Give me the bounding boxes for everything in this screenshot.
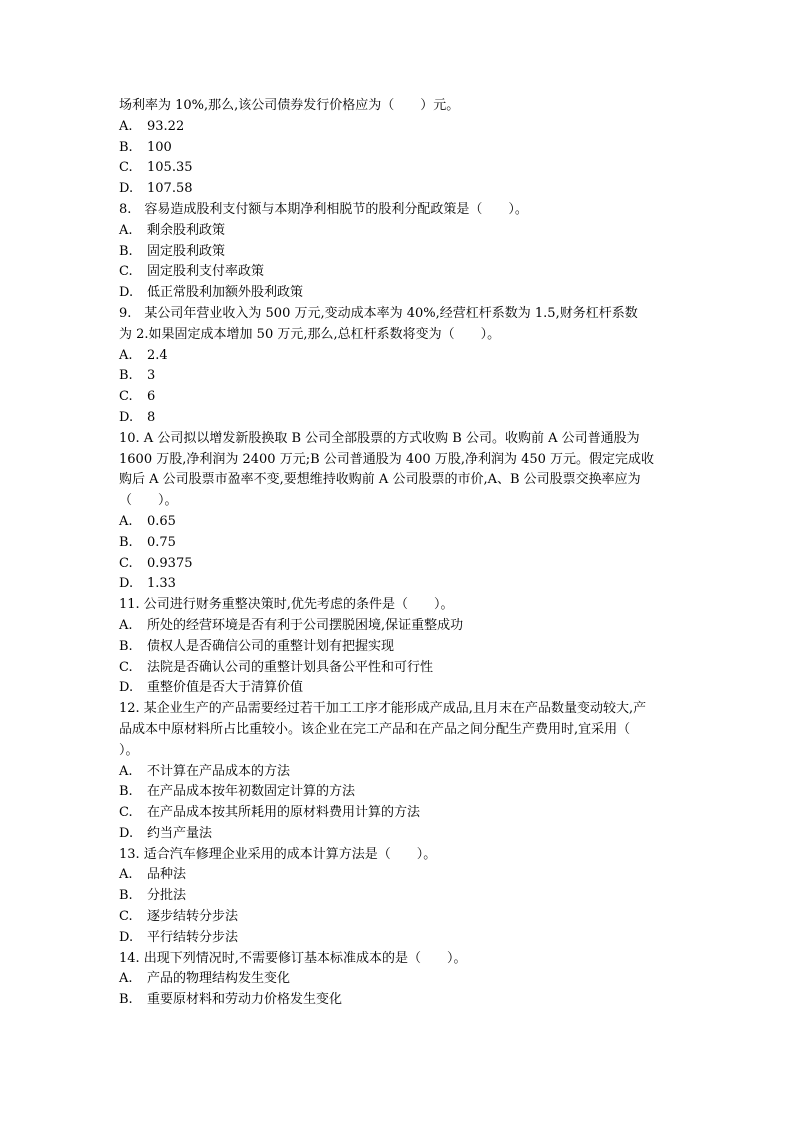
option-label: D. (119, 181, 134, 197)
answer-option (119, 658, 709, 679)
option-label: B. (119, 368, 133, 384)
answer-option (119, 138, 709, 159)
option-text: 固定股利政策 (147, 243, 226, 259)
answer-option (119, 574, 709, 595)
answer-option (119, 242, 709, 263)
option-text: 约当产量法 (147, 825, 213, 841)
answer-option (119, 533, 709, 554)
answer-option (119, 907, 709, 928)
option-label: A. (119, 222, 133, 238)
answer-option (119, 928, 709, 949)
option-text: 1.33 (147, 576, 176, 592)
question-block (119, 845, 709, 949)
option-text: 105.35 (147, 160, 193, 176)
option-label: A. (119, 617, 133, 633)
question-text-line: 9. 某公司年营业收入为 500 万元,变动成本率为 40%,经营杠杆系数为 1.5,财务杠杆系数 (119, 305, 638, 321)
question-text-line: 11. 公司进行财务重整决策时,优先考虑的条件是（ ）。 (119, 597, 454, 613)
question-text-line: ）。 (119, 742, 139, 758)
answer-option (119, 117, 709, 138)
document-page (119, 96, 709, 1011)
option-label: D. (119, 576, 134, 592)
option-label: A. (119, 118, 133, 134)
answer-option (119, 512, 709, 533)
option-label: C. (119, 909, 133, 925)
question-block (119, 304, 709, 429)
option-text: 0.65 (147, 513, 176, 529)
option-text: 逐步结转分步法 (147, 909, 239, 925)
option-label: A. (119, 867, 133, 883)
answer-option (119, 262, 709, 283)
answer-option (119, 824, 709, 845)
answer-option (119, 346, 709, 367)
answer-option (119, 179, 709, 200)
answer-option (119, 366, 709, 387)
option-label: B. (119, 139, 133, 155)
question-text-line: 为 2.如果固定成本增加 50 万元,那么,总杠杆系数将变为（ ）。 (119, 326, 501, 342)
option-text: 债权人是否确信公司的重整计划有把握实现 (147, 638, 395, 654)
option-text: 6 (147, 389, 156, 405)
option-text: 重整价值是否大于清算价值 (147, 680, 304, 696)
option-label: D. (119, 409, 134, 425)
option-text: 0.9375 (147, 555, 193, 571)
option-label: D. (119, 929, 134, 945)
option-text: 重要原材料和劳动力价格发生变化 (147, 992, 343, 1008)
option-text: 低正常股利加额外股利政策 (147, 285, 304, 301)
option-label: C. (119, 264, 133, 280)
question-text-line: （ ）。 (119, 493, 178, 509)
question-text-line: 1600 万股,净利润为 2400 万元;B 公司普通股为 400 万股,净利润为 450 万元。假定完成收 (119, 451, 655, 467)
question-text-line: 场利率为 10%,那么,该公司债券发行价格应为（ ）元。 (119, 98, 460, 113)
option-text: 在产品成本按年初数固定计算的方法 (147, 784, 356, 800)
question-text-line: 12. 某企业生产的产品需要经过若干加工工序才能形成产成品,且月末在产品数量变动较大,产 (119, 701, 647, 717)
option-text: 分批法 (147, 888, 187, 904)
answer-option (119, 865, 709, 886)
option-text: 93.22 (147, 118, 185, 134)
option-text: 107.58 (147, 181, 193, 197)
option-label: C. (119, 659, 133, 675)
option-label: B. (119, 534, 133, 550)
option-text: 平行结转分步法 (147, 929, 239, 945)
option-text: 0.75 (147, 534, 176, 550)
answer-option (119, 782, 709, 803)
answer-option (119, 886, 709, 907)
option-label: C. (119, 805, 133, 821)
answer-option (119, 990, 709, 1011)
answer-option (119, 554, 709, 575)
question-text-line: 8. 容易造成股利支付额与本期净利相脱节的股利分配政策是（ ）。 (119, 201, 528, 217)
question-text-line: 14. 出现下列情况时,不需要修订基本标准成本的是（ ）。 (119, 950, 467, 966)
option-text: 100 (147, 139, 172, 155)
option-label: D. (119, 825, 134, 841)
question-block (119, 949, 709, 1011)
option-text: 品种法 (147, 867, 187, 883)
question-block (119, 595, 709, 699)
answer-option (119, 637, 709, 658)
option-text: 8 (147, 409, 156, 425)
question-text-line: 10. A 公司拟以增发新股换取 B 公司全部股票的方式收购 B 公司。收购前 A 公司普通股为 (119, 430, 640, 446)
option-label: D. (119, 680, 134, 696)
option-text: 不计算在产品成本的方法 (147, 763, 291, 779)
answer-option (119, 221, 709, 242)
option-label: C. (119, 389, 133, 405)
option-label: B. (119, 888, 133, 904)
answer-option (119, 969, 709, 990)
option-label: B. (119, 243, 133, 259)
option-label: D. (119, 285, 134, 301)
option-label: B. (119, 992, 133, 1008)
option-label: B. (119, 638, 133, 654)
answer-option (119, 616, 709, 637)
option-label: A. (119, 347, 133, 363)
answer-option (119, 408, 709, 429)
option-label: C. (119, 555, 133, 571)
question-block (119, 96, 709, 200)
question-text-line: 品成本中原材料所占比重较小。该企业在完工产品和在产品之间分配生产费用时,宜采用（ (119, 721, 631, 737)
question-block (119, 429, 709, 595)
option-text: 固定股利支付率政策 (147, 264, 265, 280)
answer-option (119, 387, 709, 408)
answer-option (119, 283, 709, 304)
answer-option (119, 678, 709, 699)
option-text: 剩余股利政策 (147, 222, 226, 238)
option-label: B. (119, 784, 133, 800)
question-block (119, 200, 709, 304)
option-text: 2.4 (147, 347, 168, 363)
option-text: 产品的物理结构发生变化 (147, 971, 291, 987)
question-block (119, 699, 709, 845)
question-text-line: 购后 A 公司股票市盈率不变,要想维持收购前 A 公司股票的市价,A、B 公司股票交换率应为 (119, 472, 641, 488)
answer-option (119, 158, 709, 179)
option-text: 法院是否确认公司的重整计划具备公平性和可行性 (147, 659, 434, 675)
option-text: 所处的经营环境是否有利于公司摆脱困境,保证重整成功 (147, 617, 464, 633)
option-label: A. (119, 763, 133, 779)
option-label: C. (119, 160, 133, 176)
option-label: A. (119, 971, 133, 987)
answer-option (119, 803, 709, 824)
answer-option (119, 762, 709, 783)
option-text: 3 (147, 368, 156, 384)
question-text-line: 13. 适合汽车修理企业采用的成本计算方法是（ ）。 (119, 846, 437, 862)
option-label: A. (119, 513, 133, 529)
option-text: 在产品成本按其所耗用的原材料费用计算的方法 (147, 805, 421, 821)
